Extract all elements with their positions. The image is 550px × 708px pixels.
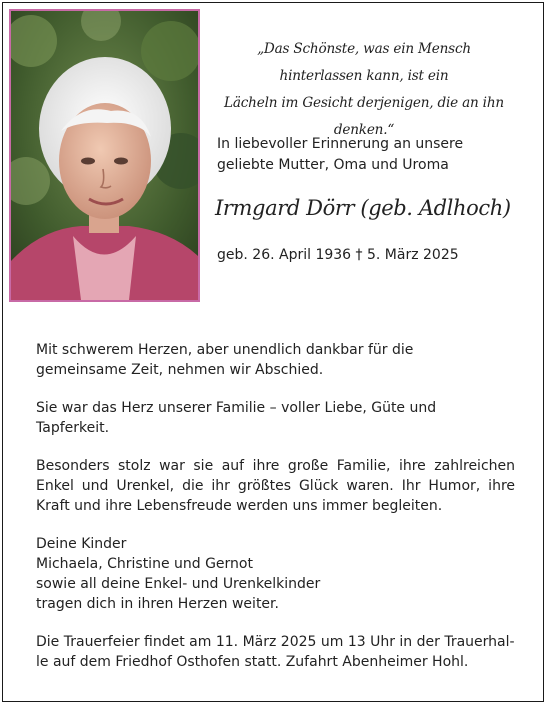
notice-body [36, 340, 515, 690]
paragraph-heart-of-family [36, 398, 515, 438]
text-line: Sie war das Herz unserer Familie – voller Liebe, Güte und [36, 400, 437, 416]
quote-line-1: „Das Schönste, was ein Mensch hinterlassen kann, ist ein [257, 41, 471, 84]
signature-line: Michaela, Christine und Gernot [36, 556, 253, 572]
memorial-quote [214, 36, 514, 144]
signature-line: tragen dich in ihren Herzen weiter. [36, 596, 279, 612]
portrait-photo [9, 9, 200, 302]
text-line: gemeinsame Zeit, nehmen wir Abschied. [36, 362, 324, 378]
portrait-illustration [11, 11, 198, 300]
intro-line-2: geliebte Mutter, Oma und Uroma [217, 157, 449, 173]
remembrance-intro [217, 134, 527, 176]
paragraph-family-pride: Besonders stolz war sie auf ihre große Familie, ihre zahlreichen Enkel und Urenkel, die ihr größtes Glück waren. Ihr Humor, ihre Kraft und ihre Lebensfreude werden uns immer begleiten. [36, 458, 515, 514]
signature-line: Deine Kinder [36, 536, 127, 552]
paragraph-farewell [36, 340, 515, 380]
quote-line-2: Lächeln im Gesicht derjenigen, die an ihn denken.“ [224, 95, 504, 138]
life-dates: geb. 26. April 1936 † 5. März 2025 [217, 247, 459, 263]
text-line: Tapferkeit. [36, 420, 110, 436]
text-line: le auf dem Friedhof Osthofen statt. Zufahrt Abenheimer Hohl. [36, 654, 469, 670]
text-line: Die Trauerfeier findet am 11. März 2025 um 13 Uhr in der Trauerhal- [36, 634, 515, 650]
text-line: Mit schwerem Herzen, aber unendlich dankbar für die [36, 342, 414, 358]
intro-line-1: In liebevoller Erinnerung an unsere [217, 136, 464, 152]
signature-block [36, 534, 515, 614]
deceased-name: Irmgard Dörr (geb. Adlhoch) [215, 196, 511, 220]
paragraph-funeral-info [36, 632, 515, 672]
signature-line: sowie all deine Enkel- und Urenkelkinder [36, 576, 321, 592]
